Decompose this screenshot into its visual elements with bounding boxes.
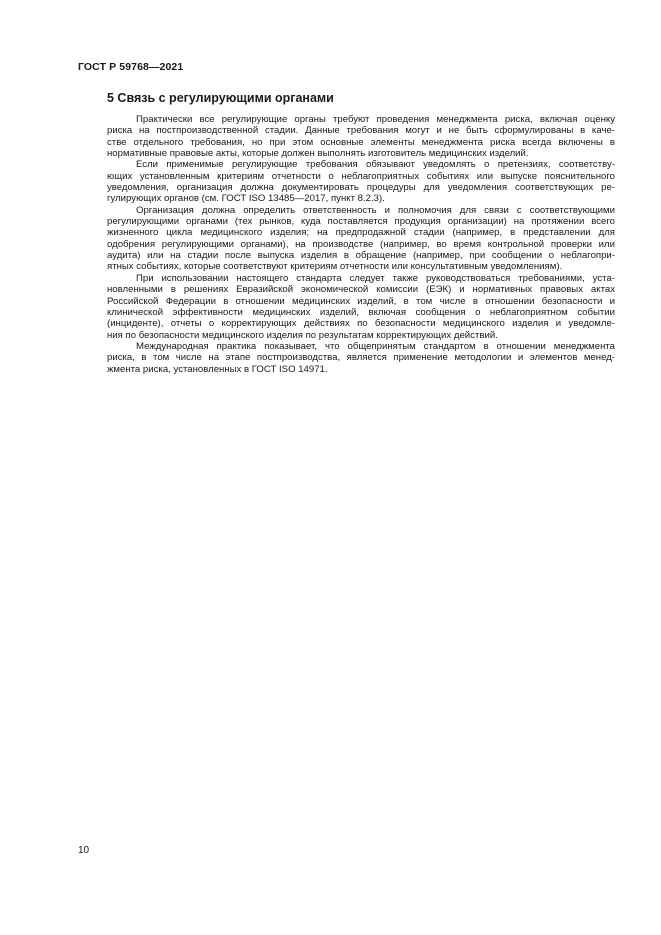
section-title: 5 Связь с регулирующими органами [107,91,334,105]
text-line: нормативные правовые акты, которые должен выполнять изготовитель медицинских изделий. [107,148,529,160]
text-line: новленными в решениях Евразийской экономической комиссии (ЕЭК) и нормативных правовых актах [107,284,615,296]
document-header: ГОСТ Р 59768—2021 [78,61,184,73]
section-body [78,114,615,375]
paragraph-1 [78,114,615,159]
text-line: уведомления, организация должна документировать процедуры для уведомления соответствующих ре- [107,182,615,194]
text-line: Российской Федерации в отношении медицинских изделий, в том числе в отношении безопасности и [107,295,615,307]
text-line: регулирующими органами (тех рынков, куда поставляется продукция организации) на протяжении всего [107,216,615,228]
text-line: аудита) или на стадии после выпуска изделия в обращение (например, при сообщении о неблагопри- [107,250,615,262]
text-line: ния по безопасности медицинского изделия по результатам корректирующих действий. [107,329,498,341]
text-line: жизненного цикла медицинского изделия; на предпродажной стадии (например, в представлении для [107,227,615,239]
paragraph-2 [78,159,615,204]
text-line: гулирующих органов (см. ГОСТ ISO 13485—2017, пункт 8.2.3). [107,193,385,205]
paragraph-3 [78,205,615,273]
text-line: риска на постпроизводственной стадии. Данные требования могут и не быть сформулированы в каче- [107,125,615,137]
paragraph-5 [78,341,615,375]
text-line: одобрения регулирующими органами), на производстве (например, во время контрольной проверки или [107,238,615,250]
text-line: При использовании настоящего стандарта следует также руководствоваться требованиями, уста- [136,272,615,284]
text-line: жмента риска, установленных в ГОСТ ISO 14971. [107,363,328,375]
text-line: Международная практика показывает, что общепринятым стандартом в отношении менеджмента [136,340,615,352]
page-number: 10 [78,845,90,856]
paragraph-4 [78,273,615,341]
text-line: ятных событиях, которые соответствуют критериям отчетности или консультативным уведомлениям). [107,261,563,273]
text-line: ющих установленным критериям отчетности о неблагоприятных событиях или выпуске пояснительного [107,170,615,182]
text-line: (инциденте), отчеты о корректирующих действиях по безопасности медицинского изделия и уведомле- [107,318,615,330]
text-line: Если применимые регулирующие требования обязывают уведомлять о претензиях, соответству- [136,159,615,171]
text-line: стве отдельного требования, но при этом основные элементы менеджмента риска всегда включены в [107,136,615,148]
text-line: клинической эффективности медицинских изделий, включая сообщения о неблагоприятном событии [107,306,615,318]
text-line: Практически все регулирующие органы требуют проведения менеджмента риска, включая оценку [136,114,615,125]
text-line: Организация должна определить ответственность и полномочия для связи с соответствующими [136,204,615,216]
text-line: риска, в том числе на этапе постпроизводства, является применение методологии и элементов менед- [107,352,615,364]
